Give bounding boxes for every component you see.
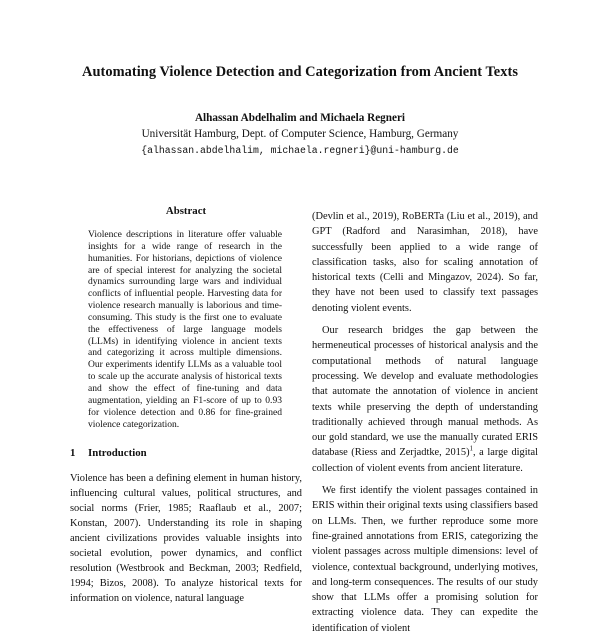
paper-title: Automating Violence Detection and Categorization from Ancient Texts (82, 64, 518, 80)
left-column (70, 205, 302, 606)
author-affiliation: Universität Hamburg, Dept. of Computer Science, Hamburg, Germany (141, 128, 459, 140)
right-paragraph-2-part-a: Our research bridges the gap between the hermeneutical processes of historical analysis and the computational methods of natural language processing. We develop and evaluate methodologies that automate the annotation of violence in ancient texts while preserving the depth of understanding traditionally achieved through manual methods. As our gold standard, we use the manually curated ERIS database (Riess and Zerjadtke, 2015) (312, 325, 538, 459)
section-heading-introduction (70, 446, 302, 460)
intro-paragraph: Violence has been a defining element in human history, influencing cultural values, political structures, and social norms (Frier, 1985; Raaflaub et al., 2007; Konstan, 2007). Understanding its role in shaping ancient civilizations provides valuable insights into societal evolution, power dynamics, and conflict resolution (Westbrook and Beckman, 2003; Redfield, 1994; Bizos, 2008). To analyze historical texts for information on violence, natural language (70, 473, 302, 605)
right-paragraph-2-part-b: , a large digital collection of violent events from ancient literature. (312, 447, 538, 474)
abstract-text: Violence descriptions in literature offer valuable insights for a wide range of research in the humanities. For historians, depictions of violence are of special interest for analyzing the societal dynamics surrounding large wars and individual conflicts of influential people. Harvesting data for violence research manually is laborious and time-consuming. This study is the first one to evaluate the effectiveness of large language models (LLMs) in identifying violence in ancient texts and categorizing it across multiple dimensions. Our experiments identify LLMs as a valuable tool to scale up the accurate analysis of historical texts and show the effect of fine-tuning and data augmentation, yielding an F1-score of up to 0.93 for violence detection and 0.86 for fine-grained violence categorization. (88, 229, 282, 430)
section-title: Introduction (88, 447, 147, 460)
right-paragraph-2 (312, 323, 538, 476)
abstract-heading: Abstract (165, 205, 207, 217)
footnote-marker: 1 (469, 444, 474, 453)
right-paragraph-3: We first identify the violent passages contained in ERIS within their original texts using classifiers based on LLMs. Then, we further reproduce some more fine-grained annotations from ERIS, categorizing the violent passages across multiple dimensions: level of violence, contextual background, underlying motives, and long-term consequences. The results of our study show that LLMs offer a promising solution for extracting violence data. They can expedite the identification of violent (312, 485, 538, 634)
right-column (312, 209, 538, 636)
right-paragraph-1: (Devlin et al., 2019), RoBERTa (Liu et al., 2019), and GPT (Radford and Narasimhan, 2018), have successfully been applied to a wide range of classification tasks, also for scaling annotation of historical texts (Celli and Mingazov, 2024). So far, they have not been used to classify text passages denoting violent events. (312, 211, 538, 314)
author-emails: {alhassan.abdelhalim, michaela.regneri}@uni-hamburg.de (141, 145, 459, 156)
section-number: 1 (70, 447, 76, 460)
author-names: Alhassan Abdelhalim and Michaela Regneri (194, 112, 406, 124)
